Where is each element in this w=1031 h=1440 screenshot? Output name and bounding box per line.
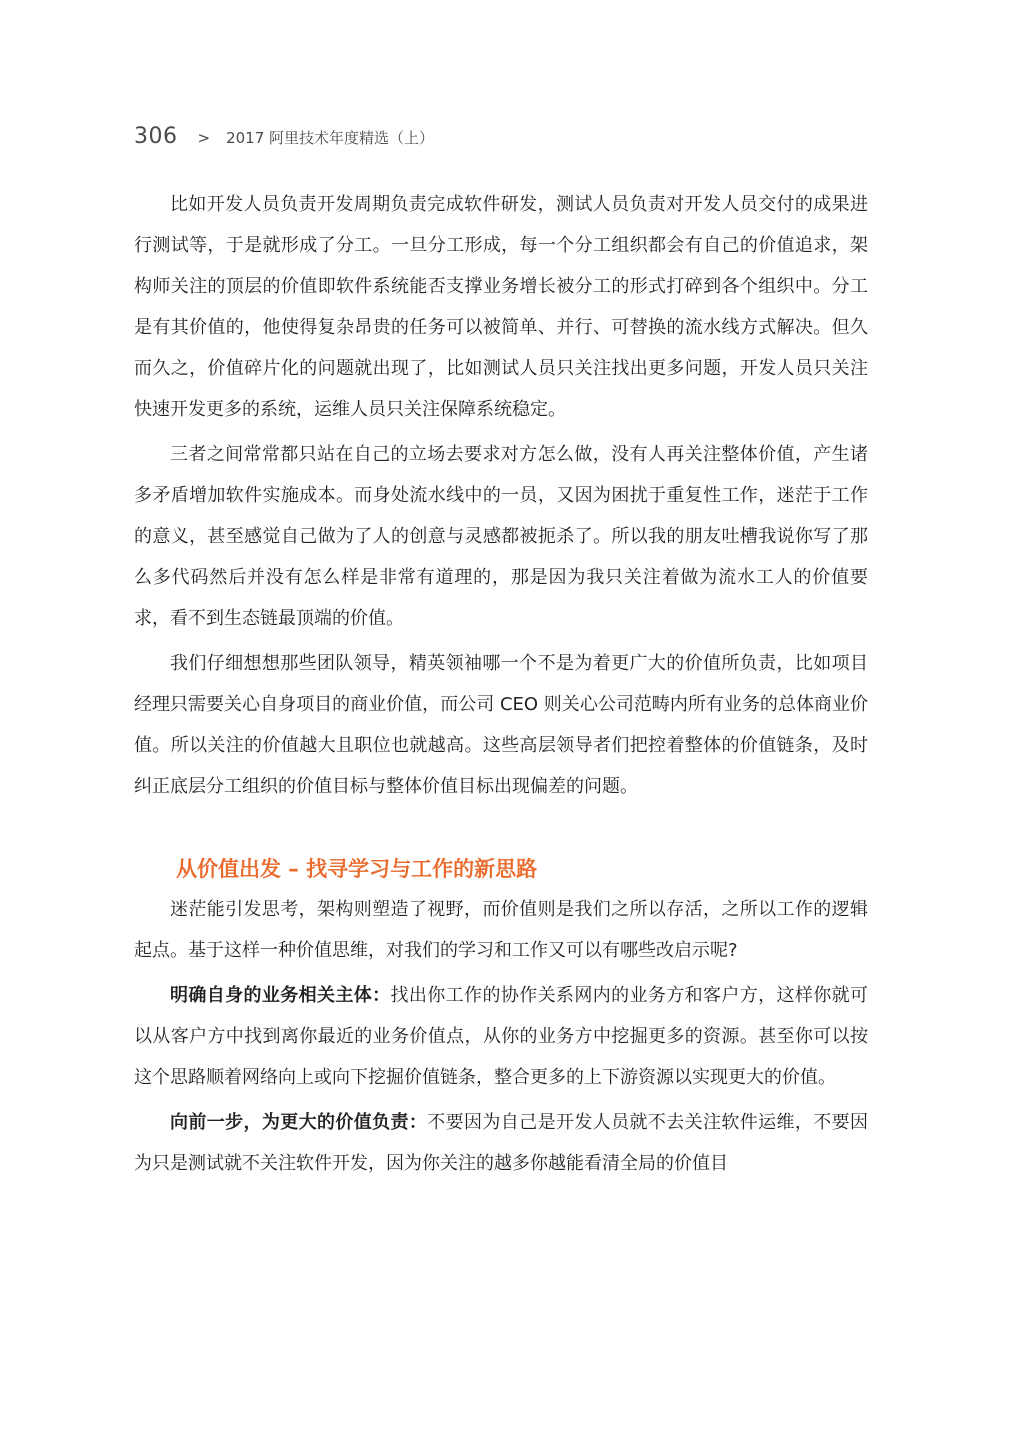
list-item <box>134 975 868 1098</box>
header-separator: > <box>197 129 211 147</box>
item-text: 找出你工作的协作关系网内的业务方和客户方，这样你就可以从客户方中找到离你最近的业务价值点，从你的业务方中挖掘更多的资源。甚至你可以按这个思路顺着网络向上或向下挖掘价值链条，整合更多的上下游资源以实现更大的价值。 <box>134 985 869 1088</box>
page-header <box>134 124 434 154</box>
item-lead: 向前一步，为更大的价值负责： <box>170 1112 428 1133</box>
body-paragraph: 三者之间常常都只站在自己的立场去要求对方怎么做，没有人再关注整体价值，产生诸多矛盾增加软件实施成本。而身处流水线中的一员，又因为困扰于重复性工作，迷茫于工作的意义，甚至感觉自己做为了人的创意与灵感都被扼杀了。所以我的朋友吐槽我说你写了那么多代码然后并没有怎么样是非常有道理的，那是因为我只关注着做为流水工人的价值要求，看不到生态链最顶端的价值。 <box>134 444 868 629</box>
section-intro: 迷茫能引发思考，架构则塑造了视野，而价值则是我们之所以存活，之所以工作的逻辑起点。基于这样一种价值思维，对我们的学习和工作又可以有哪些改启示呢? <box>134 899 868 961</box>
item-lead: 明确自身的业务相关主体： <box>170 985 391 1006</box>
page-number: 306 <box>134 124 178 149</box>
page-body <box>134 184 868 1184</box>
list-item <box>134 1102 868 1184</box>
body-paragraph: 比如开发人员负责开发周期负责完成软件研发，测试人员负责对开发人员交付的成果进行测试等，于是就形成了分工。一旦分工形成，每一个分工组织都会有自己的价值追求，架构师关注的顶层的价值即软件系统能否支撑业务增长被分工的形式打碎到各个组织中。分工是有其价值的，他使得复杂昂贵的任务可以被简单、并行、可替换的流水线方式解决。但久而久之，价值碎片化的问题就出现了，比如测试人员只关注找出更多问题，开发人员只关注快速开发更多的系统，运维人员只关注保障系统稳定。 <box>134 194 868 420</box>
section-heading: 从价值出发 – 找寻学习与工作的新思路 <box>176 857 538 881</box>
book-title: 2017 阿里技术年度精选（上） <box>226 129 435 147</box>
body-paragraph: 我们仔细想想那些团队领导，精英领袖哪一个不是为着更广大的价值所负责，比如项目经理只需要关心自身项目的商业价值，而公司 CEO 则关心公司范畴内所有业务的总体商业价值。所以关注的价值越大且职位也就越高。这些高层领导者们把控着整体的价值链条，及时纠正底层分工组织的价值目标与整体价值目标出现偏差的问题。 <box>134 653 868 797</box>
item-text: 不要因为自己是开发人员就不去关注软件运维，不要因为只是测试就不关注软件开发，因为你关注的越多你越能看清全局的价值目 <box>134 1112 868 1174</box>
